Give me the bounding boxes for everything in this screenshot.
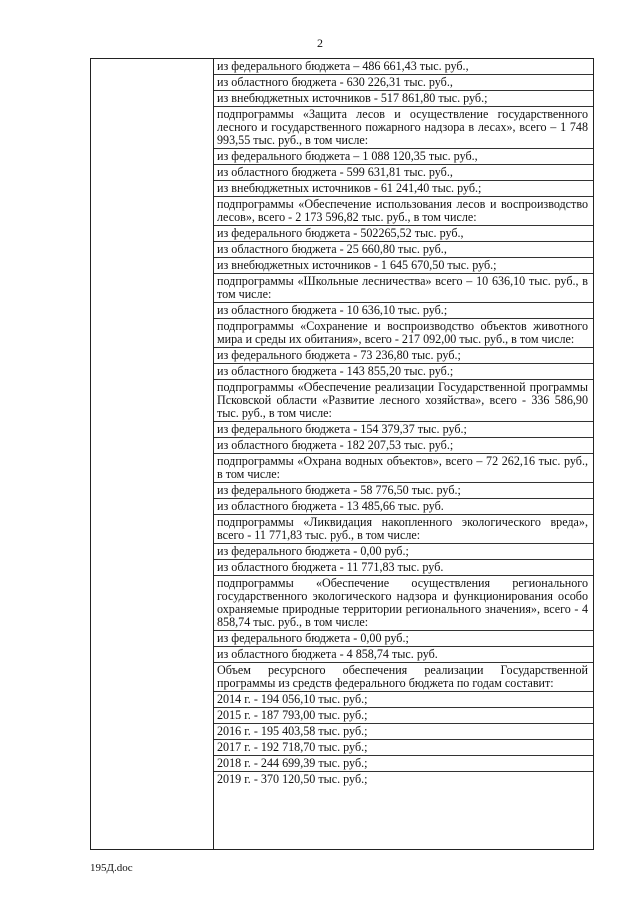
table-row: из федерального бюджета – 1 088 120,35 тыс. руб.,	[214, 149, 593, 165]
table-row: 2017 г. - 192 718,70 тыс. руб.;	[214, 740, 593, 756]
table-row: подпрограммы «Обеспечение использования лесов и воспроизводство лесов», всего - 2 173 596,82 тыс. руб., в том числе:	[214, 197, 593, 226]
table-row: подпрограммы «Школьные лесничества» всего – 10 636,10 тыс. руб., в том числе:	[214, 274, 593, 303]
table-row: из внебюджетных источников - 61 241,40 тыс. руб.;	[214, 181, 593, 197]
table-row: подпрограммы «Ликвидация накопленного экологического вреда», всего - 11 771,83 тыс. руб., в том числе:	[214, 515, 593, 544]
table-row: из федерального бюджета - 154 379,37 тыс. руб.;	[214, 422, 593, 438]
table-right-column	[214, 59, 593, 787]
table-row: из областного бюджета - 25 660,80 тыс. руб.,	[214, 242, 593, 258]
table-row: из внебюджетных источников - 517 861,80 тыс. руб.;	[214, 91, 593, 107]
table-row: из областного бюджета - 10 636,10 тыс. руб.;	[214, 303, 593, 319]
table-row: 2019 г. - 370 120,50 тыс. руб.;	[217, 772, 368, 786]
table-row: подпрограммы «Защита лесов и осуществление государственного лесного и государственного пожарного надзора в лесах», всего – 1 748 993,55 тыс. руб., в том числе:	[214, 107, 593, 149]
content-table	[90, 58, 594, 850]
footer-filename: 195Д.doc	[90, 862, 133, 874]
table-row: из федерального бюджета - 58 776,50 тыс. руб.;	[214, 483, 593, 499]
table-row: подпрограммы «Охрана водных объектов», всего – 72 262,16 тыс. руб., в том числе:	[214, 454, 593, 483]
table-row: из федерального бюджета - 502265,52 тыс. руб.,	[214, 226, 593, 242]
table-row: из областного бюджета - 11 771,83 тыс. руб.	[214, 560, 593, 576]
table-row: из федерального бюджета – 486 661,43 тыс. руб.,	[214, 59, 593, 75]
table-row: из областного бюджета - 182 207,53 тыс. руб.;	[214, 438, 593, 454]
table-row: 2018 г. - 244 699,39 тыс. руб.;	[214, 756, 593, 772]
table-row: из внебюджетных источников - 1 645 670,50 тыс. руб.;	[214, 258, 593, 274]
table-row: из федерального бюджета - 0,00 руб.;	[214, 631, 593, 647]
table-row: 2016 г. - 195 403,58 тыс. руб.;	[214, 724, 593, 740]
page-number: 2	[317, 36, 323, 50]
table-row: подпрограммы «Сохранение и воспроизводство объектов животного мира и среды их обитания», всего - 217 092,00 тыс. руб., в том числе:	[214, 319, 593, 348]
table-row: 2015 г. - 187 793,00 тыс. руб.;	[214, 708, 593, 724]
table-row: из областного бюджета - 599 631,81 тыс. руб.,	[214, 165, 593, 181]
table-row: 2014 г. - 194 056,10 тыс. руб.;	[214, 692, 593, 708]
table-row: из федерального бюджета - 73 236,80 тыс. руб.;	[214, 348, 593, 364]
table-row: подпрограммы «Обеспечение реализации Государственной программы Псковской области «Развитие лесного хозяйства», всего - 336 586,90 тыс. руб., в том числе:	[214, 380, 593, 422]
table-left-column	[91, 59, 214, 849]
table-row: подпрограммы «Обеспечение осуществления регионального государственного экологического надзора и функционирования особо охраняемые природные территории регионального значения», всего - 4 858,74 тыс. руб., в том числе:	[214, 576, 593, 631]
table-row: из федерального бюджета - 0,00 руб.;	[214, 544, 593, 560]
table-row: из областного бюджета - 4 858,74 тыс. руб.	[214, 647, 593, 663]
table-row: Объем ресурсного обеспечения реализации Государственной программы из средств федерального бюджета по годам составит:	[214, 663, 593, 692]
table-row: из областного бюджета - 630 226,31 тыс. руб.,	[214, 75, 593, 91]
table-row: из областного бюджета - 143 855,20 тыс. руб.;	[214, 364, 593, 380]
table-row: из областного бюджета - 13 485,66 тыс. руб.	[214, 499, 593, 515]
